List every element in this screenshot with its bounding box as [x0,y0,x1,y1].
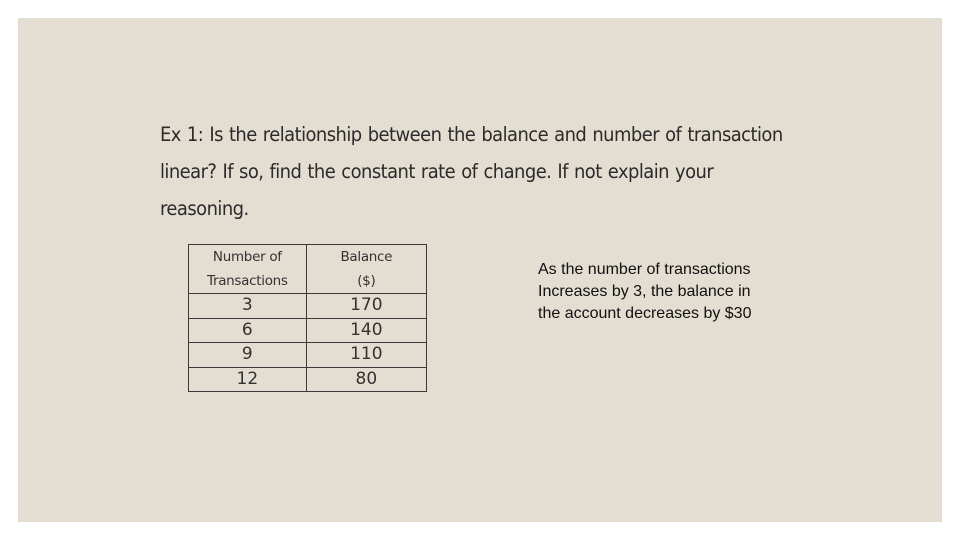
cell-balance: 80 [306,367,426,392]
table-row [189,343,427,368]
table-header-row [189,245,427,294]
table-row [189,367,427,392]
transactions-table [188,244,427,392]
slide [18,18,942,522]
header-transactions [189,245,307,294]
question-text [160,116,783,227]
header-line: Number of [212,249,282,265]
answer-text [538,259,808,325]
table-row [189,294,427,319]
cell-transactions: 3 [189,294,307,319]
answer-line: the account decreases by $30 [538,305,752,322]
table-row [189,318,427,343]
header-line: ($) [357,273,376,289]
header-balance [306,245,426,294]
cell-balance: 110 [306,343,426,368]
header-line: Balance [340,249,393,265]
cell-transactions: 12 [189,367,307,392]
cell-transactions: 6 [189,318,307,343]
cell-balance: 170 [306,294,426,319]
question-line: Ex 1: Is the relationship between the balance and number of transaction [160,123,783,146]
cell-transactions: 9 [189,343,307,368]
question-line: linear? If so, find the constant rate of change. If not explain your [160,160,714,183]
answer-line: Increases by 3, the balance in [538,283,751,300]
cell-balance: 140 [306,318,426,343]
header-line: Transactions [206,273,288,289]
answer-line: As the number of transactions [538,261,751,278]
question-line: reasoning. [160,197,249,220]
